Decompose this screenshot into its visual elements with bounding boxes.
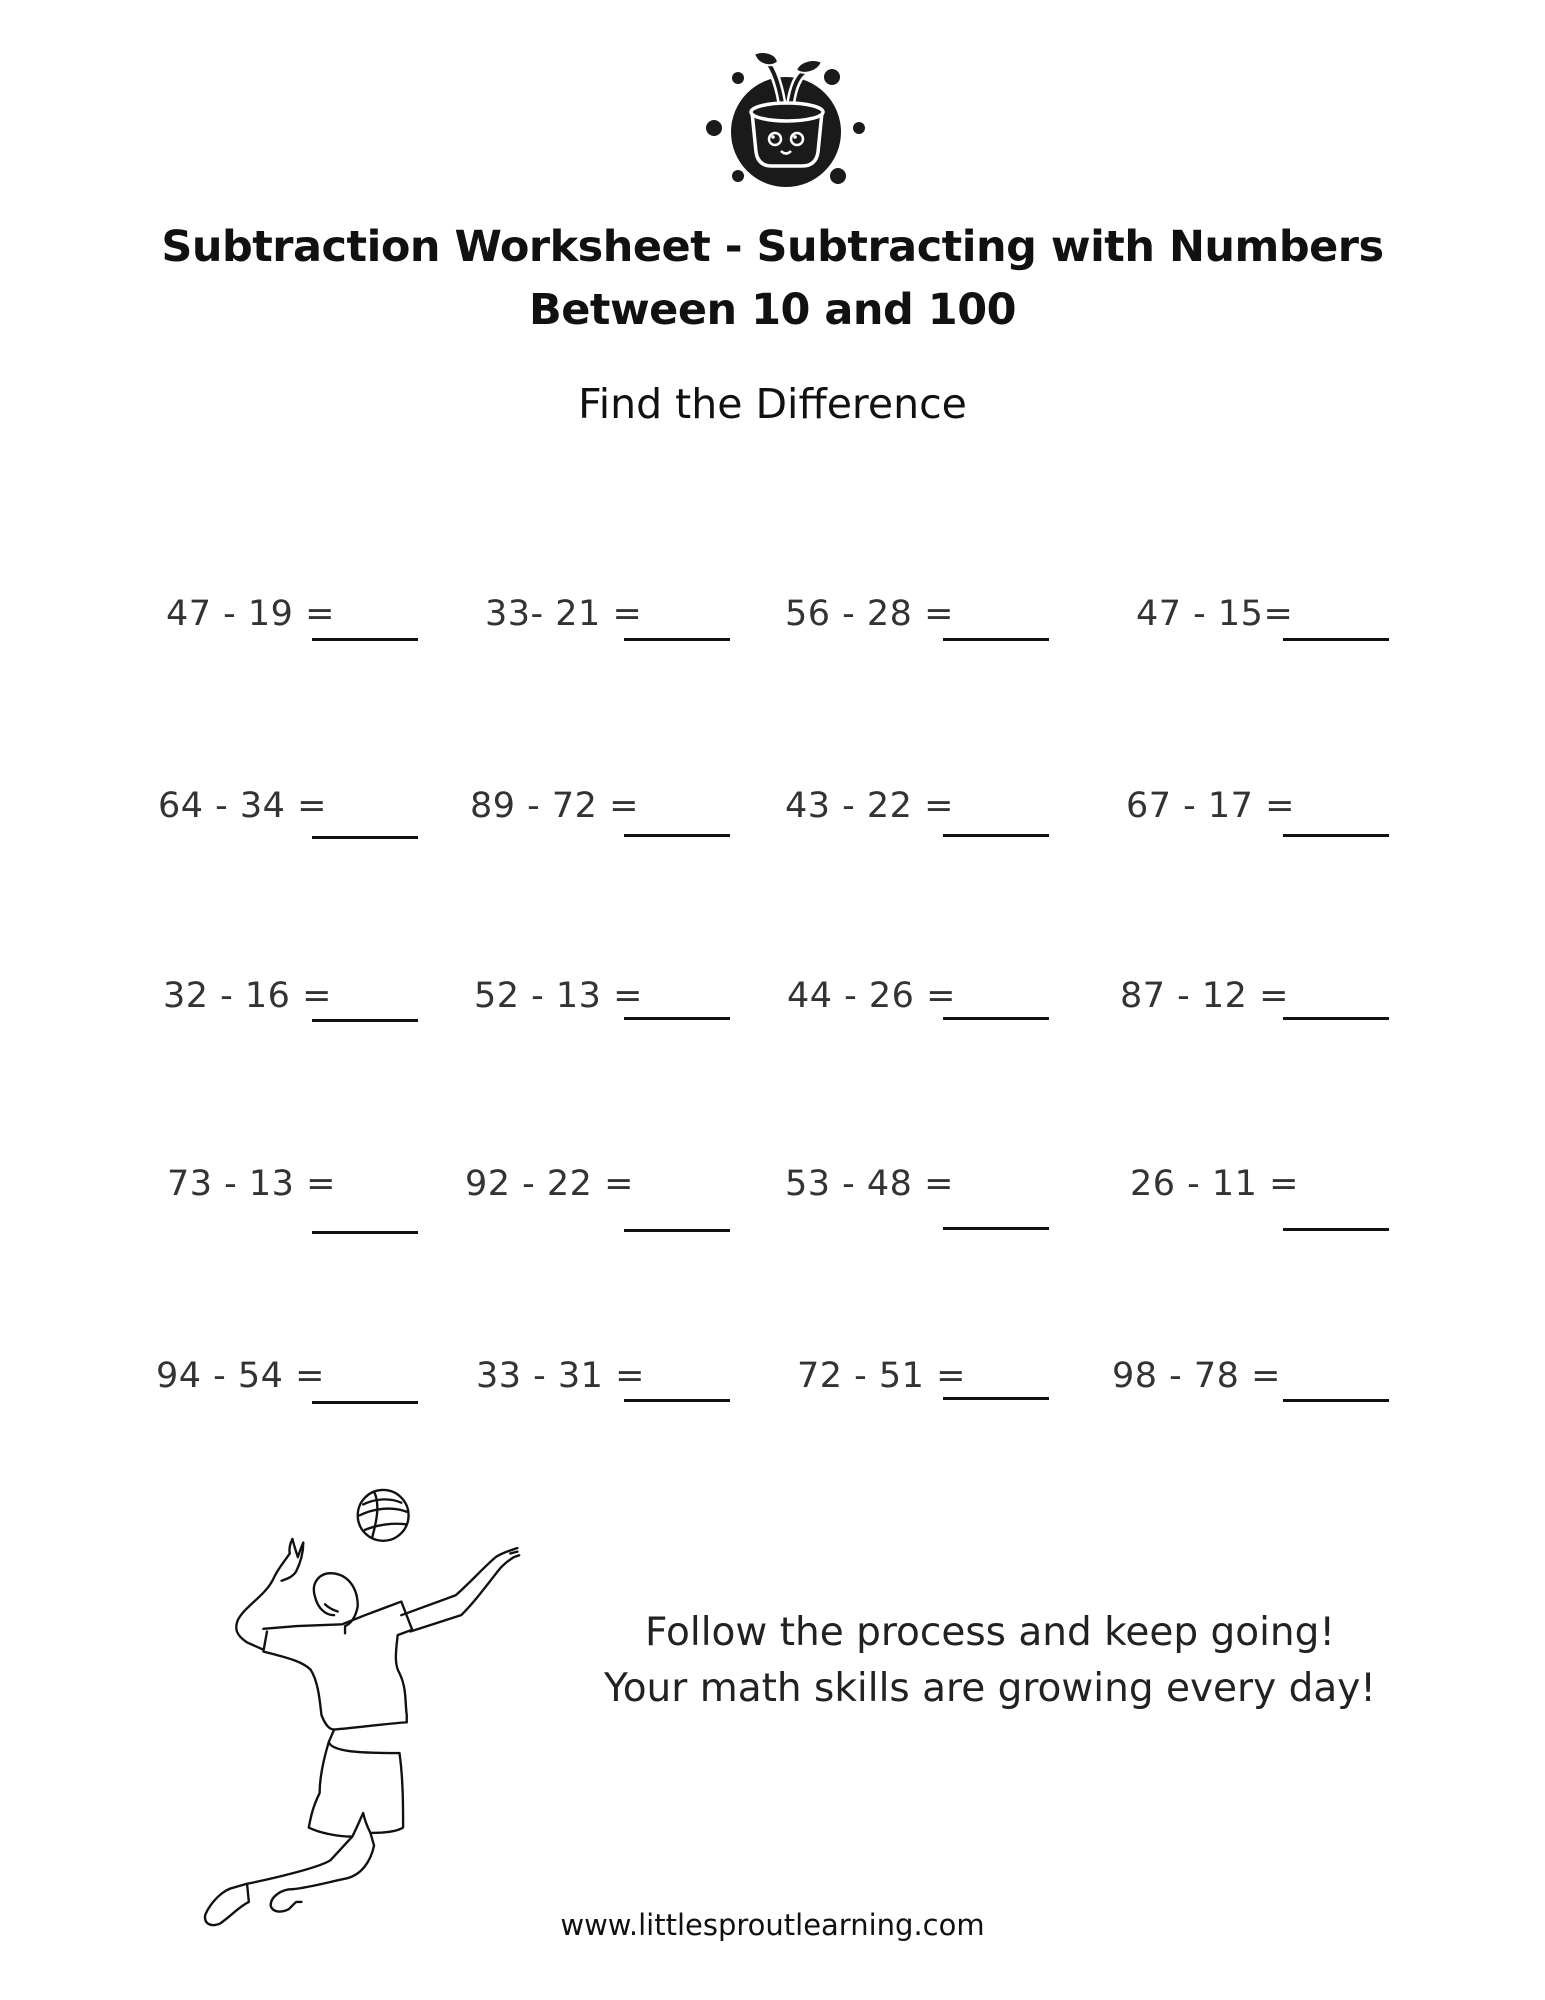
answer-blank-3-1[interactable] [312, 1019, 418, 1022]
instruction-heading: Find the Difference [578, 380, 967, 428]
answer-blank-3-3[interactable] [943, 1017, 1049, 1020]
answer-blank-1-1[interactable] [312, 638, 418, 641]
answer-blank-4-3[interactable] [943, 1227, 1049, 1230]
answer-blank-1-2[interactable] [624, 638, 730, 641]
problem-5-4: 98 - 78 = [1112, 1356, 1281, 1396]
sprout-pot-logo-icon [688, 48, 868, 198]
problem-1-1: 47 - 19 = [166, 594, 335, 634]
problem-4-4: 26 - 11 = [1130, 1164, 1299, 1204]
problem-1-2: 33- 21 = [485, 594, 643, 634]
answer-blank-2-2[interactable] [624, 834, 730, 837]
problem-4-3: 53 - 48 = [785, 1164, 954, 1204]
answer-blank-2-4[interactable] [1283, 834, 1389, 837]
problem-4-1: 73 - 13 = [167, 1164, 336, 1204]
problem-3-2: 52 - 13 = [474, 976, 643, 1016]
problem-2-1: 64 - 34 = [158, 786, 327, 826]
problem-2-4: 67 - 17 = [1126, 786, 1295, 826]
motivation-line-1: Follow the process and keep going! [644, 1610, 1336, 1655]
answer-blank-5-2[interactable] [624, 1399, 730, 1402]
motivational-message [600, 1605, 1380, 1717]
answer-blank-1-3[interactable] [943, 638, 1049, 641]
problem-2-3: 43 - 22 = [785, 786, 954, 826]
answer-blank-2-1[interactable] [312, 836, 418, 839]
answer-blank-5-3[interactable] [943, 1397, 1049, 1400]
worksheet-title: Subtraction Worksheet - Subtracting with Numbers [161, 222, 1384, 272]
problem-2-2: 89 - 72 = [470, 786, 639, 826]
problem-5-1: 94 - 54 = [156, 1356, 325, 1396]
answer-blank-4-4[interactable] [1283, 1228, 1389, 1231]
problem-3-4: 87 - 12 = [1120, 976, 1289, 1016]
answer-blank-4-1[interactable] [312, 1231, 418, 1234]
answer-blank-3-4[interactable] [1283, 1017, 1389, 1020]
problem-4-2: 92 - 22 = [465, 1164, 634, 1204]
problem-1-4: 47 - 15= [1136, 594, 1294, 634]
problem-3-3: 44 - 26 = [787, 976, 956, 1016]
answer-blank-1-4[interactable] [1283, 638, 1389, 641]
motivation-line-2: Your math skills are growing every day! [604, 1666, 1376, 1711]
answer-blank-2-3[interactable] [943, 834, 1049, 837]
problem-1-3: 56 - 28 = [785, 594, 954, 634]
problem-3-1: 32 - 16 = [163, 976, 332, 1016]
footer-website-url: www.littlesproutlearning.com [560, 1908, 985, 1942]
problem-5-3: 72 - 51 = [797, 1356, 966, 1396]
worksheet-title-line2: Between 10 and 100 [528, 285, 1017, 335]
answer-blank-5-1[interactable] [312, 1401, 418, 1404]
answer-blank-5-4[interactable] [1283, 1399, 1389, 1402]
volleyball-player-icon [170, 1470, 560, 1960]
problem-5-2: 33 - 31 = [476, 1356, 645, 1396]
answer-blank-3-2[interactable] [624, 1017, 730, 1020]
answer-blank-4-2[interactable] [624, 1229, 730, 1232]
